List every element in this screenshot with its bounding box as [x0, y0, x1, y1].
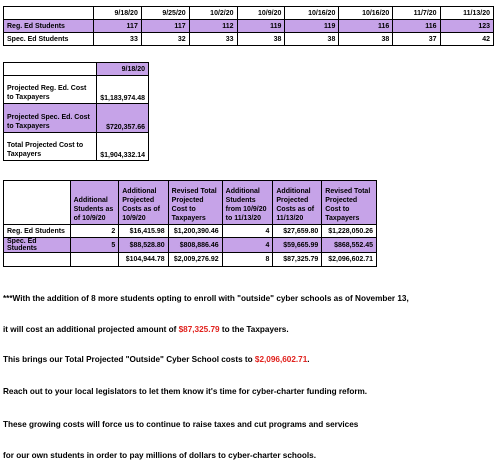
table-cell: 2 — [70, 225, 119, 238]
table-row — [4, 76, 149, 104]
table-cell: $87,325.79 — [273, 253, 322, 267]
student-count-table — [3, 6, 494, 46]
table-cell: 117 — [94, 20, 142, 33]
table-cell: $1,904,332.14 — [97, 133, 149, 161]
total-cost-amount: $2,096,602.71 — [254, 355, 308, 364]
row-label: Spec. Ed Students — [4, 238, 71, 253]
table-row — [4, 225, 377, 238]
table-header-row — [4, 7, 494, 20]
header-cell: 10/9/20 — [237, 7, 285, 20]
header-cell: 11/7/20 — [393, 7, 440, 20]
additional-cost-amount: $87,325.79 — [178, 325, 220, 334]
table-cell — [70, 253, 119, 267]
note-text: it will cost an additional projected amount of — [3, 325, 179, 334]
note-line-3 — [3, 355, 310, 364]
table-cell: 32 — [141, 33, 189, 46]
note-text: This brings our Total Projected "Outside" Cyber School costs to — [3, 355, 255, 364]
table-header-row — [4, 63, 149, 76]
header-cell: Revised Total Projected Cost to Taxpayers — [168, 181, 222, 225]
row-label: Spec. Ed Students — [4, 33, 94, 46]
table-cell: $868,552.45 — [322, 238, 377, 253]
note-line-6: for our own students in order to pay millions of dollars to cyber-charter schools. — [3, 451, 316, 460]
header-cell: Additional Students as of 10/9/20 — [70, 181, 119, 225]
table-cell: 33 — [94, 33, 142, 46]
row-label: Projected Reg. Ed. Cost to Taxpayers — [4, 76, 97, 104]
table-cell: 5 — [70, 238, 119, 253]
table-row — [4, 20, 494, 33]
table-cell: 112 — [189, 20, 237, 33]
table-cell: $27,659.80 — [273, 225, 322, 238]
table-row — [4, 238, 377, 253]
table-row — [4, 133, 149, 161]
table-cell: $104,944.78 — [119, 253, 168, 267]
table-cell: 38 — [237, 33, 285, 46]
table-cell: 38 — [285, 33, 339, 46]
header-cell: Additional Students from 10/9/20 to 11/13/20 — [222, 181, 273, 225]
table-cell: 123 — [440, 20, 493, 33]
header-cell: 9/18/20 — [97, 63, 149, 76]
table-cell: 42 — [440, 33, 493, 46]
table-cell: 38 — [339, 33, 393, 46]
table-cell: $1,183,974.48 — [97, 76, 149, 104]
table-row — [4, 253, 377, 267]
table-cell: $720,357.66 — [97, 104, 149, 133]
table-cell: $1,228,050.26 — [322, 225, 377, 238]
note-text: . — [307, 355, 310, 364]
row-label: Reg. Ed Students — [4, 20, 94, 33]
table-header-row — [4, 181, 377, 225]
table-cell: 4 — [222, 238, 273, 253]
table-cell: 116 — [339, 20, 393, 33]
header-cell — [4, 181, 71, 225]
header-cell: 9/18/20 — [94, 7, 142, 20]
projected-cost-table — [3, 62, 149, 161]
note-line-2 — [3, 325, 289, 334]
header-cell — [4, 63, 97, 76]
row-label: Total Projected Cost to Taxpayers — [4, 133, 97, 161]
header-cell: 10/2/20 — [189, 7, 237, 20]
header-cell: Additional Projected Costs as of 11/13/20 — [273, 181, 322, 225]
table-cell: $88,528.80 — [119, 238, 168, 253]
table-cell: 8 — [222, 253, 273, 267]
table-cell: 119 — [237, 20, 285, 33]
row-label: Reg. Ed Students — [4, 225, 71, 238]
note-line-4: Reach out to your local legislators to let them know it's time for cyber-charter funding reform. — [3, 387, 368, 396]
table-cell: 116 — [393, 20, 440, 33]
table-cell: $59,665.99 — [273, 238, 322, 253]
table-cell: 117 — [141, 20, 189, 33]
header-cell: Additional Projected Costs as of 10/9/20 — [119, 181, 168, 225]
header-cell — [4, 7, 94, 20]
header-cell: 9/25/20 — [141, 7, 189, 20]
table-cell: 4 — [222, 225, 273, 238]
table-cell: 33 — [189, 33, 237, 46]
header-cell: 10/16/20 — [339, 7, 393, 20]
table-cell: $2,096,602.71 — [322, 253, 377, 267]
note-line-5: These growing costs will force us to continue to raise taxes and cut programs and services — [3, 420, 359, 429]
header-cell: Revised Total Projected Cost to Taxpayers — [322, 181, 377, 225]
table-row — [4, 104, 149, 133]
table-row — [4, 33, 494, 46]
header-cell: 10/16/20 — [285, 7, 339, 20]
row-label: Projected Spec. Ed. Cost to Taxpayers — [4, 104, 97, 133]
additional-cost-table — [3, 180, 377, 267]
table-cell: $1,200,390.46 — [168, 225, 222, 238]
table-cell: 119 — [285, 20, 339, 33]
table-cell: $808,886.46 — [168, 238, 222, 253]
table-cell: $2,009,276.92 — [168, 253, 222, 267]
header-cell: 11/13/20 — [440, 7, 493, 20]
note-text: to the Taxpayers. — [219, 325, 289, 334]
note-line-1: ***With the addition of 8 more students opting to enroll with "outside" cyber schools as of November 13, — [3, 294, 409, 303]
table-cell: 37 — [393, 33, 440, 46]
table-cell: $16,415.98 — [119, 225, 168, 238]
row-label — [4, 253, 71, 267]
